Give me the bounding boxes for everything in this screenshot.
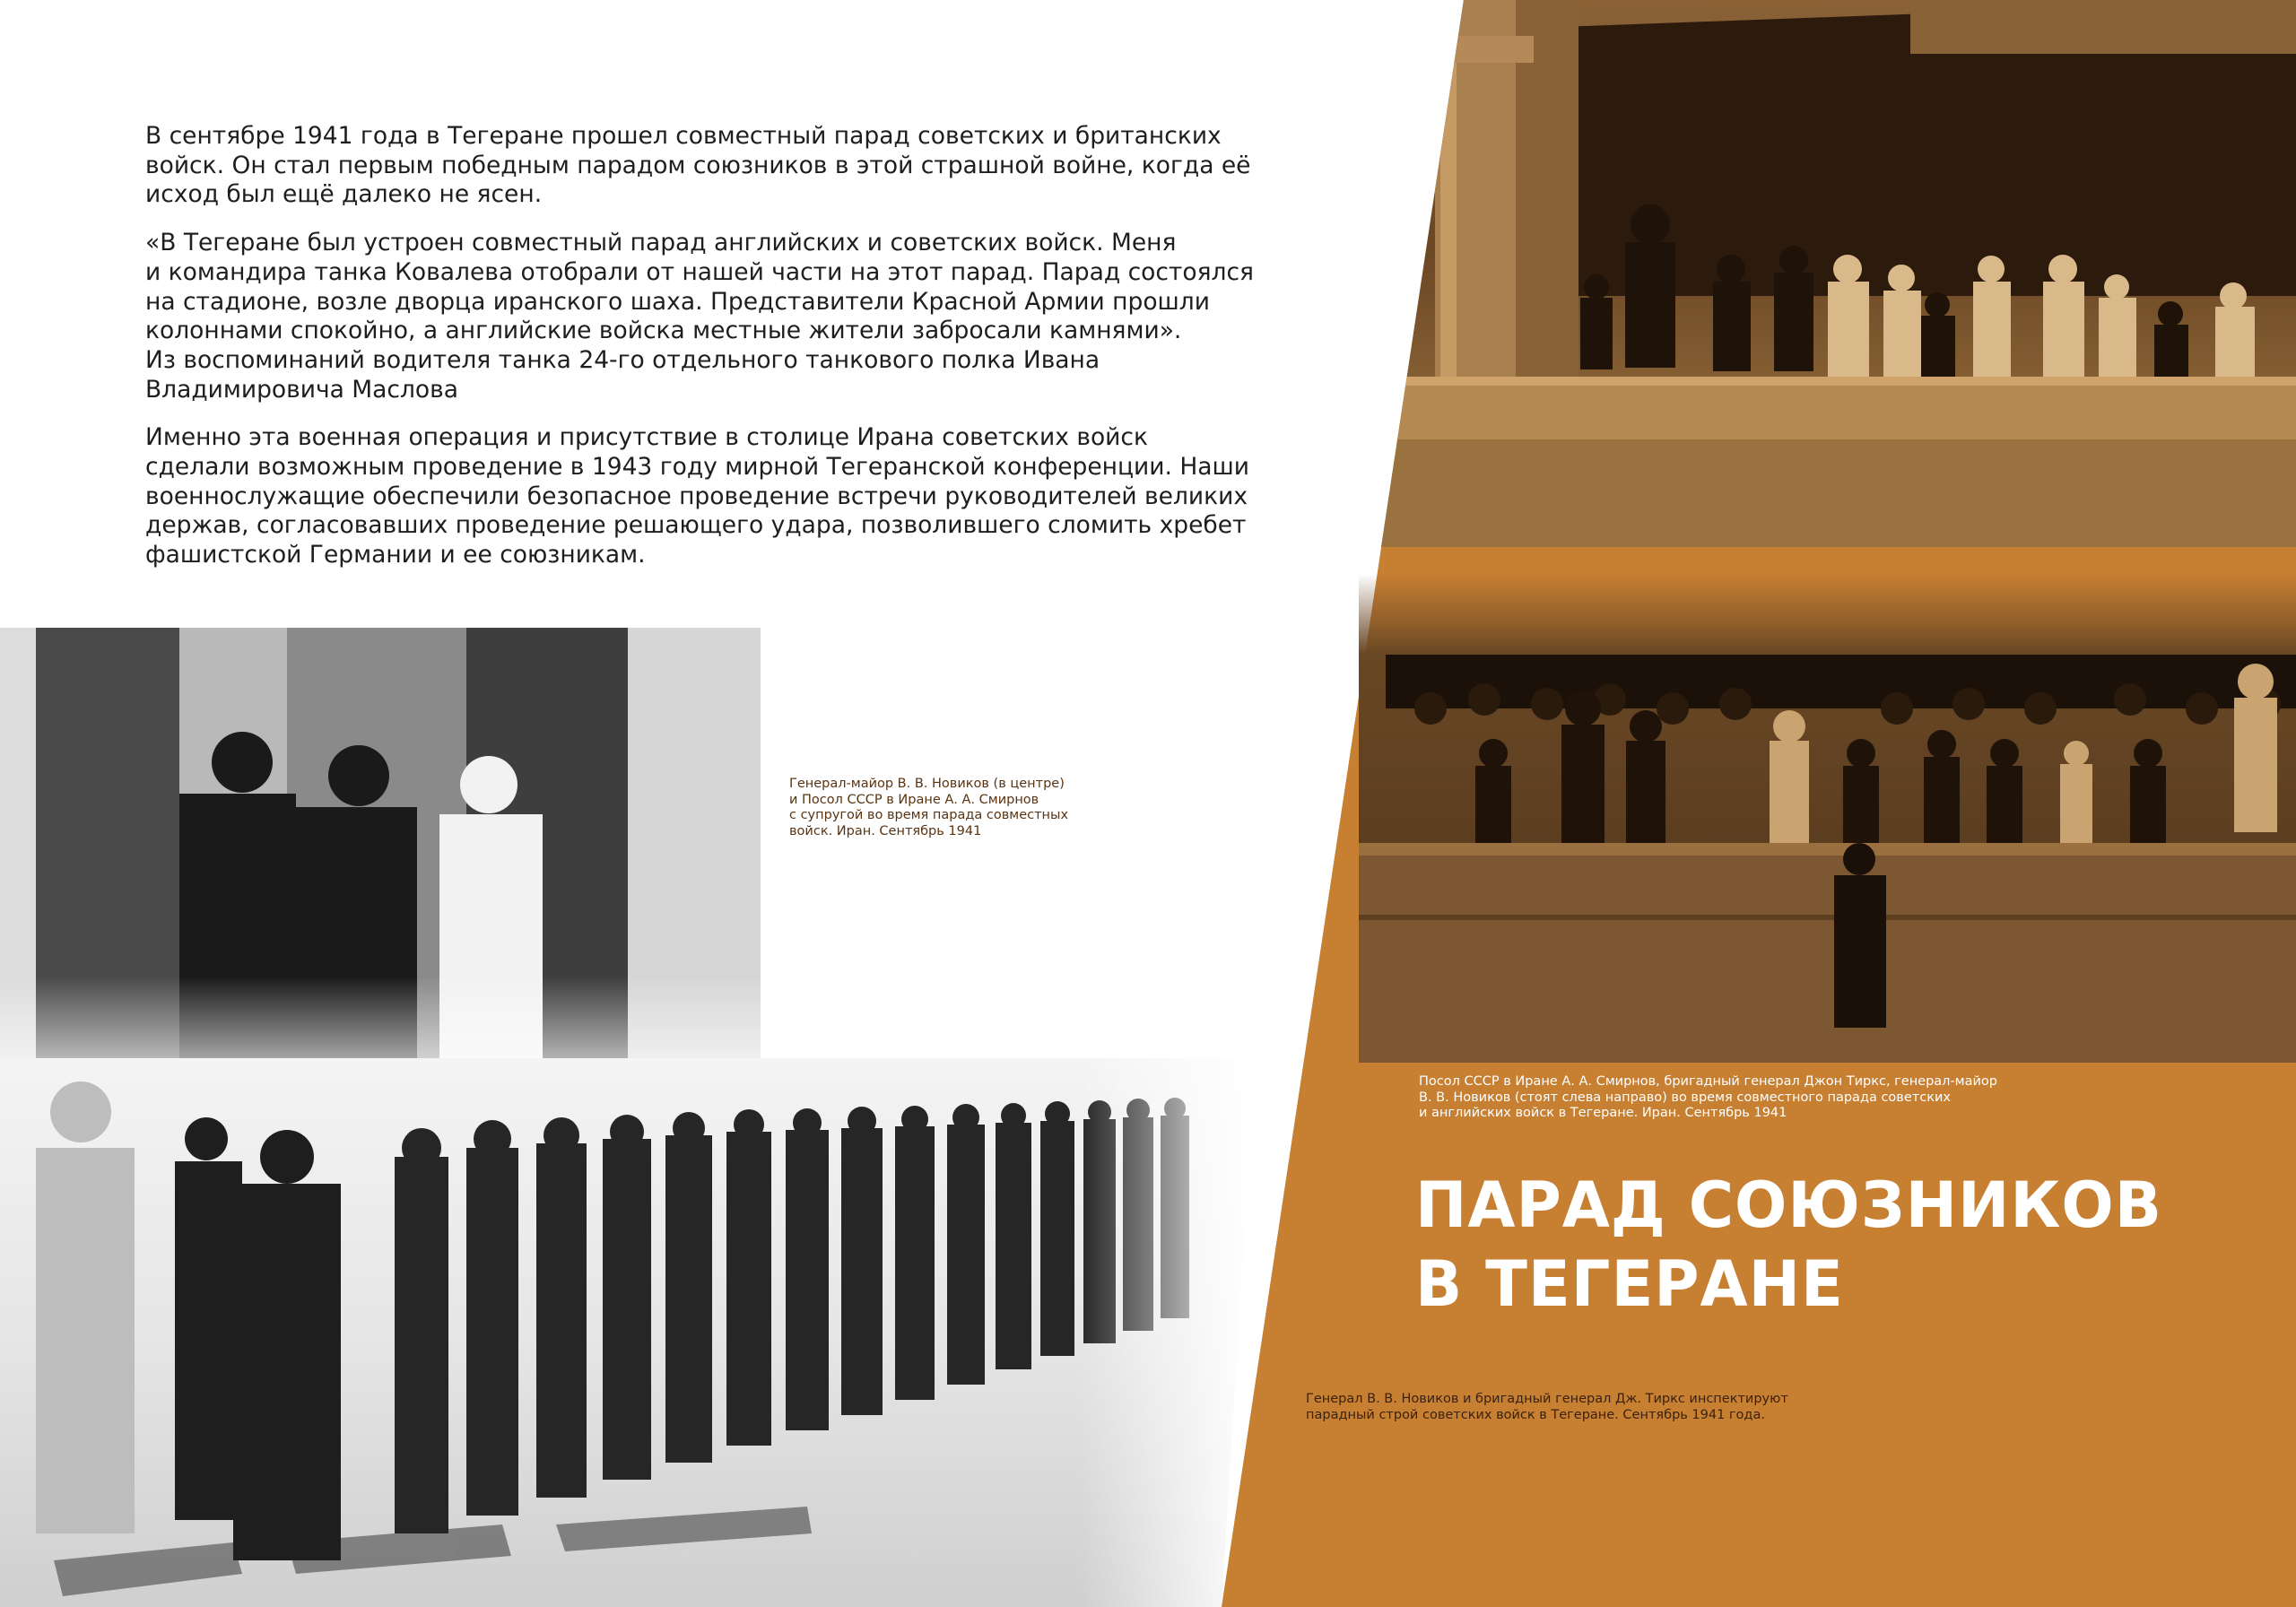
photo-crowd-stands (1359, 574, 2296, 1063)
page-title (1415, 1166, 2206, 1324)
photo-parade-formation (0, 1058, 1256, 1607)
intro-paragraph-1: В сентябре 1941 года в Тегеране прошел совместный парад советских и британских войск. Он стал первым победным парадом союзников в этой страшной войне, когда её исход был ещё далеко не ясен. (145, 122, 1251, 209)
caption-officials-photo: Генерал-майор В. В. Новиков (в центре) и Посол СССР в Иране А. А. Смирнов с супругой во время парада совместных войск. Иран. Сентябрь 1941 (789, 777, 1069, 838)
intro-paragraph-3: Именно эта военная операция и присутствие в столице Ирана советских войск сделали возможным проведение в 1943 году мирной Тегеранской конференции. Наши военнослужащие обеспечили безопасное проведение встречи руководителей великих держав, согласовавших проведение решающего удара, позволившего сломить хребет фашистской Германии и ее союзникам. (145, 423, 1249, 569)
photo-balcony-crowd (1381, 0, 2296, 547)
page-title-line-1: ПАРАД СОЮЗНИКОВ (1415, 1168, 2162, 1242)
page-title-line-2: В ТЕГЕРАНЕ (1415, 1247, 1844, 1321)
photo-officials-group (0, 628, 761, 1112)
caption-parade-photo: Генерал В. В. Новиков и бригадный генерал Дж. Тиркс инспектируют парадный строй советских войск в Тегеране. Сентябрь 1941 года. (1306, 1392, 1788, 1422)
intro-text (145, 122, 1275, 589)
intro-paragraph-2: «В Тегеране был устроен совместный парад английских и советских войск. Меня и командира танка Ковалева отобрали от нашей части на этот парад. Парад состоялся на стадионе, возле дворца иранского шаха. Представители Красной Армии прошли колоннами спокойно, а английские войска местные жители забросали камнями». Из воспоминаний водителя танка 24-го отдельного танкового полка Ивана Владимировича Маслова (145, 229, 1254, 404)
caption-crowd-photo: Посол СССР в Иране А. А. Смирнов, бригадный генерал Джон Тиркс, генерал-майор В. В. Новиков (стоят слева направо) во время совместного парада советских и английских войск в Тегеране. Иран. Сентябрь 1941 (1419, 1074, 1998, 1120)
